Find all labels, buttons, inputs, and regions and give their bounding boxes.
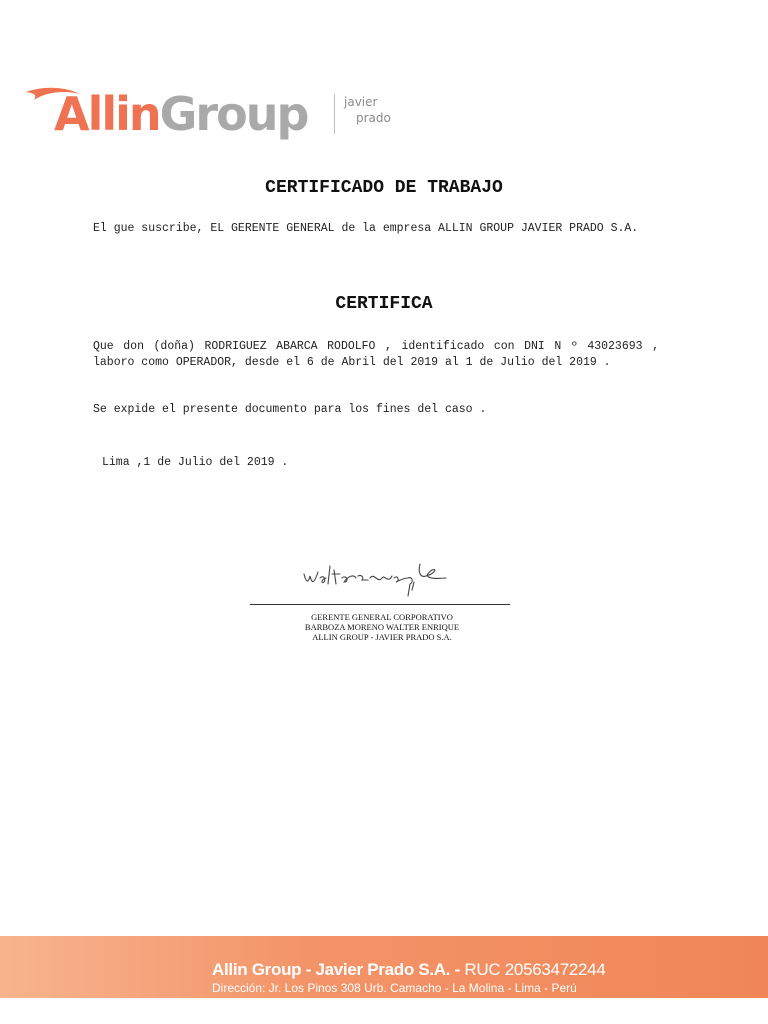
signer-position: GERENTE GENERAL CORPORATIVO: [311, 612, 453, 622]
logo-group-text: Group: [159, 87, 308, 141]
footer-company-line: [212, 960, 605, 980]
letterhead-footer: [0, 936, 768, 998]
footer-ruc: RUC 20563472244: [464, 960, 606, 979]
company-logo: [24, 84, 391, 148]
logo-wordmark: [54, 84, 307, 144]
logo-sub-line2: prado: [356, 111, 391, 125]
logo-divider: [334, 94, 335, 134]
logo-allin-text: Allin: [54, 87, 160, 141]
footer-company-name: Allin Group - Javier Prado S.A. -: [212, 960, 460, 979]
signer-company: ALLIN GROUP - JAVIER PRADO S.A.: [312, 632, 452, 642]
place-date: Lima ,1 de Julio del 2019 .: [102, 456, 289, 469]
signature-block: [250, 612, 514, 642]
footer-address: Dirección: Jr. Los Pinos 308 Urb. Camacho - La Molina - Lima - Perú: [212, 981, 577, 995]
purpose-paragraph: Se expide el presente documento para los fines del caso .: [93, 403, 487, 416]
certifica-heading: CERTIFICA: [335, 294, 433, 314]
signature-line: [250, 604, 510, 605]
logo-subtitle: [344, 94, 391, 126]
handwritten-signature: [296, 556, 456, 604]
logo-sub-line1: javier: [344, 95, 378, 109]
intro-paragraph: El gue suscribe, EL GERENTE GENERAL de la empresa ALLIN GROUP JAVIER PRADO S.A.: [93, 222, 639, 235]
document-title: CERTIFICADO DE TRABAJO: [265, 178, 503, 198]
signer-name: BARBOZA MORENO WALTER ENRIQUE: [304, 622, 460, 632]
certification-body: Que don (doña) RODRIGUEZ ABARCA RODOLFO , identificado con DNI N º 43023693 , laboro como OPERADOR, desde el 6 de Abril del 2019 al 1 de Julio del 2019 .: [93, 340, 659, 369]
